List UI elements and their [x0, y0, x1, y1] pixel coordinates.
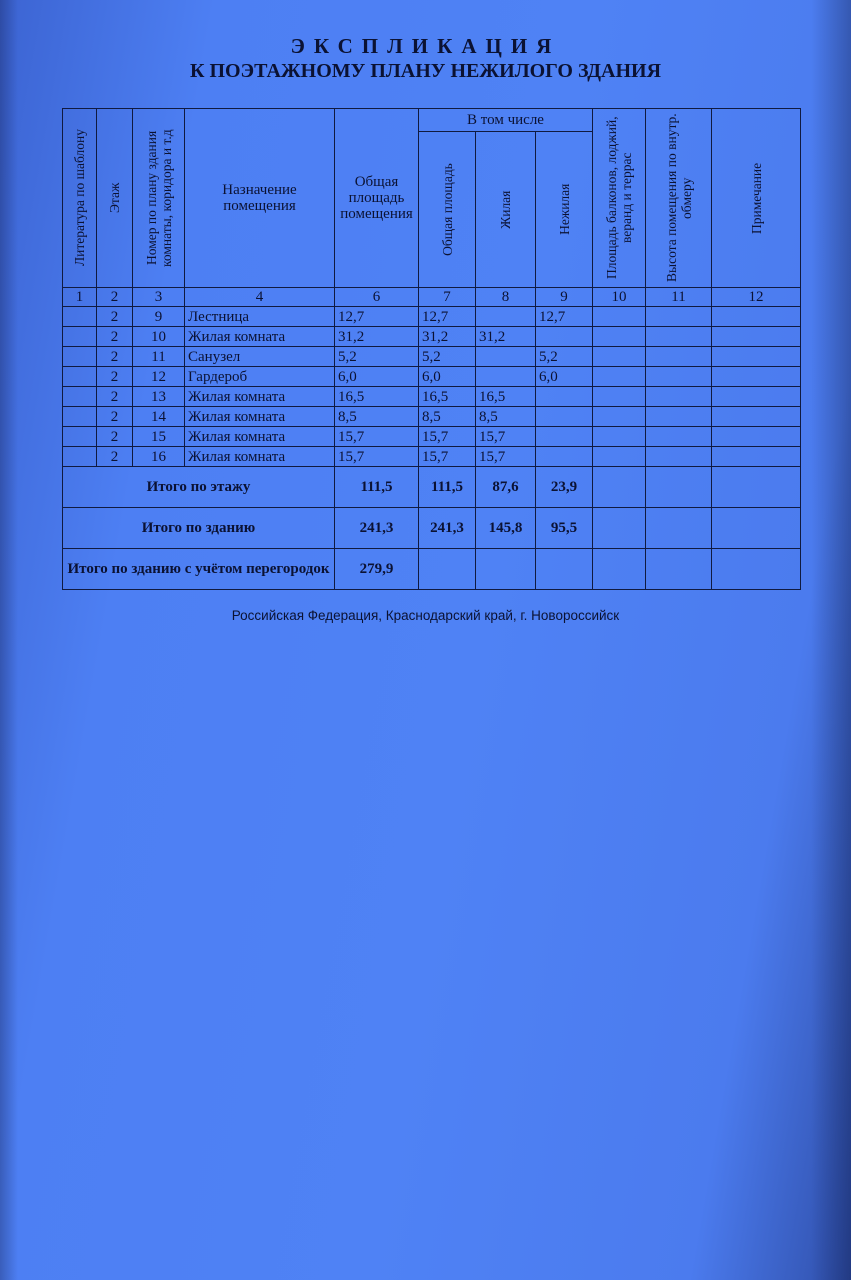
totals-total-area: 111,5 [335, 467, 419, 508]
cell-total-area: 16,5 [335, 387, 419, 407]
cell-obshchaya: 6,0 [419, 367, 476, 387]
totals-vysota [646, 508, 712, 549]
totals-nezhilaya [536, 549, 593, 590]
totals-balkony [593, 508, 646, 549]
header-etazh: Этаж [97, 109, 133, 288]
cell-name: Жилая комната [185, 387, 335, 407]
col-number: 8 [476, 288, 536, 307]
totals-nezhilaya: 23,9 [536, 467, 593, 508]
header-primechanie: Примечание [712, 109, 801, 288]
cell-literatura [63, 427, 97, 447]
cell-name: Санузел [185, 347, 335, 367]
cell-etazh: 2 [97, 387, 133, 407]
totals-row [63, 508, 801, 549]
col-number: 2 [97, 288, 133, 307]
cell-etazh: 2 [97, 347, 133, 367]
cell-nezhilaya [536, 427, 593, 447]
cell-balkony [593, 347, 646, 367]
cell-literatura [63, 367, 97, 387]
totals-balkony [593, 467, 646, 508]
cell-literatura [63, 307, 97, 327]
totals-zhilaya: 145,8 [476, 508, 536, 549]
cell-primechanie [712, 387, 801, 407]
cell-literatura [63, 327, 97, 347]
cell-name: Жилая комната [185, 407, 335, 427]
cell-vysota [646, 407, 712, 427]
cell-literatura [63, 347, 97, 367]
col-number: 6 [335, 288, 419, 307]
cell-nezhilaya [536, 447, 593, 467]
cell-total-area: 8,5 [335, 407, 419, 427]
table-row [63, 427, 801, 447]
cell-vysota [646, 387, 712, 407]
table-row [63, 367, 801, 387]
cell-vysota [646, 307, 712, 327]
paper-shadow-right [811, 0, 851, 1280]
cell-zhilaya: 16,5 [476, 387, 536, 407]
cell-balkony [593, 407, 646, 427]
col-number: 4 [185, 288, 335, 307]
totals-label: Итого по этажу [63, 467, 335, 508]
cell-obshchaya: 8,5 [419, 407, 476, 427]
cell-vysota [646, 367, 712, 387]
cell-name: Жилая комната [185, 327, 335, 347]
cell-nomer: 9 [133, 307, 185, 327]
cell-name: Жилая комната [185, 447, 335, 467]
cell-nomer: 14 [133, 407, 185, 427]
column-numbers-row [63, 288, 801, 307]
header-nomer: Номер по плану здания комнаты, коридора и т.д [133, 109, 185, 288]
cell-etazh: 2 [97, 407, 133, 427]
cell-zhilaya: 15,7 [476, 427, 536, 447]
col-number: 1 [63, 288, 97, 307]
document-title: ЭКСПЛИКАЦИЯ [290, 34, 561, 58]
cell-nomer: 13 [133, 387, 185, 407]
cell-nezhilaya: 6,0 [536, 367, 593, 387]
cell-nomer: 12 [133, 367, 185, 387]
cell-total-area: 31,2 [335, 327, 419, 347]
totals-primechanie [712, 508, 801, 549]
cell-primechanie [712, 327, 801, 347]
cell-balkony [593, 327, 646, 347]
totals-row [63, 549, 801, 590]
cell-total-area: 6,0 [335, 367, 419, 387]
cell-zhilaya [476, 367, 536, 387]
cell-name: Жилая комната [185, 427, 335, 447]
header-sub-obshchaya: Общая площадь [419, 132, 476, 288]
totals-nezhilaya: 95,5 [536, 508, 593, 549]
header-balkony: Площадь балконов, лоджий, веранд и террас [593, 109, 646, 288]
cell-vysota [646, 427, 712, 447]
totals-primechanie [712, 549, 801, 590]
cell-literatura [63, 387, 97, 407]
cell-nezhilaya [536, 327, 593, 347]
header-naznachenie: Назначение помещения [185, 109, 335, 288]
cell-total-area: 5,2 [335, 347, 419, 367]
cell-obshchaya: 15,7 [419, 427, 476, 447]
totals-label: Итого по зданию [63, 508, 335, 549]
totals-obshchaya [419, 549, 476, 590]
cell-etazh: 2 [97, 447, 133, 467]
table-row [63, 387, 801, 407]
totals-zhilaya: 87,6 [476, 467, 536, 508]
cell-etazh: 2 [97, 427, 133, 447]
cell-zhilaya: 31,2 [476, 327, 536, 347]
cell-obshchaya: 16,5 [419, 387, 476, 407]
cell-nomer: 15 [133, 427, 185, 447]
col-number: 9 [536, 288, 593, 307]
cell-nomer: 16 [133, 447, 185, 467]
table-row [63, 347, 801, 367]
cell-obshchaya: 12,7 [419, 307, 476, 327]
col-number: 12 [712, 288, 801, 307]
explication-table [62, 108, 801, 590]
cell-literatura [63, 447, 97, 467]
cell-total-area: 15,7 [335, 447, 419, 467]
cell-balkony [593, 387, 646, 407]
cell-total-area: 12,7 [335, 307, 419, 327]
totals-vysota [646, 467, 712, 508]
cell-primechanie [712, 427, 801, 447]
footer-location: Российская Федерация, Краснодарский край, г. Новороссийск [231, 608, 620, 623]
cell-balkony [593, 367, 646, 387]
totals-vysota [646, 549, 712, 590]
totals-obshchaya: 241,3 [419, 508, 476, 549]
cell-name: Гардероб [185, 367, 335, 387]
cell-etazh: 2 [97, 307, 133, 327]
cell-primechanie [712, 307, 801, 327]
cell-literatura [63, 407, 97, 427]
document-subtitle: К ПОЭТАЖНОМУ ПЛАНУ НЕЖИЛОГО ЗДАНИЯ [189, 60, 662, 82]
table-row [63, 447, 801, 467]
table-row [63, 407, 801, 427]
header-sub-nezhilaya: Нежилая [536, 132, 593, 288]
cell-balkony [593, 427, 646, 447]
totals-total-area: 241,3 [335, 508, 419, 549]
cell-primechanie [712, 347, 801, 367]
cell-nezhilaya [536, 407, 593, 427]
totals-balkony [593, 549, 646, 590]
col-number: 11 [646, 288, 712, 307]
cell-nomer: 10 [133, 327, 185, 347]
cell-zhilaya: 8,5 [476, 407, 536, 427]
totals-primechanie [712, 467, 801, 508]
totals-obshchaya: 111,5 [419, 467, 476, 508]
header-obshchaya: Общая площадь помещения [335, 109, 419, 288]
cell-zhilaya [476, 347, 536, 367]
cell-etazh: 2 [97, 327, 133, 347]
col-number: 7 [419, 288, 476, 307]
header-v-tom-chisle: В том числе [419, 109, 593, 132]
cell-balkony [593, 447, 646, 467]
cell-nezhilaya: 5,2 [536, 347, 593, 367]
totals-row [63, 467, 801, 508]
totals-label: Итого по зданию с учётом перегородок [63, 549, 335, 590]
cell-obshchaya: 5,2 [419, 347, 476, 367]
header-literatura: Литература по шаблону [63, 109, 97, 288]
table-row [63, 327, 801, 347]
paper-shadow-left [0, 0, 18, 1280]
cell-obshchaya: 15,7 [419, 447, 476, 467]
col-number: 3 [133, 288, 185, 307]
cell-primechanie [712, 407, 801, 427]
cell-primechanie [712, 447, 801, 467]
totals-total-area: 279,9 [335, 549, 419, 590]
cell-zhilaya [476, 307, 536, 327]
cell-etazh: 2 [97, 367, 133, 387]
cell-nezhilaya [536, 387, 593, 407]
cell-vysota [646, 447, 712, 467]
header-vysota: Высота помещения по внутр. обмеру [646, 109, 712, 288]
cell-total-area: 15,7 [335, 427, 419, 447]
cell-vysota [646, 327, 712, 347]
cell-nezhilaya: 12,7 [536, 307, 593, 327]
totals-zhilaya [476, 549, 536, 590]
cell-vysota [646, 347, 712, 367]
cell-balkony [593, 307, 646, 327]
cell-obshchaya: 31,2 [419, 327, 476, 347]
cell-primechanie [712, 367, 801, 387]
table-row [63, 307, 801, 327]
cell-zhilaya: 15,7 [476, 447, 536, 467]
col-number: 10 [593, 288, 646, 307]
cell-nomer: 11 [133, 347, 185, 367]
header-row [63, 109, 801, 132]
header-sub-zhilaya: Жилая [476, 132, 536, 288]
cell-name: Лестница [185, 307, 335, 327]
